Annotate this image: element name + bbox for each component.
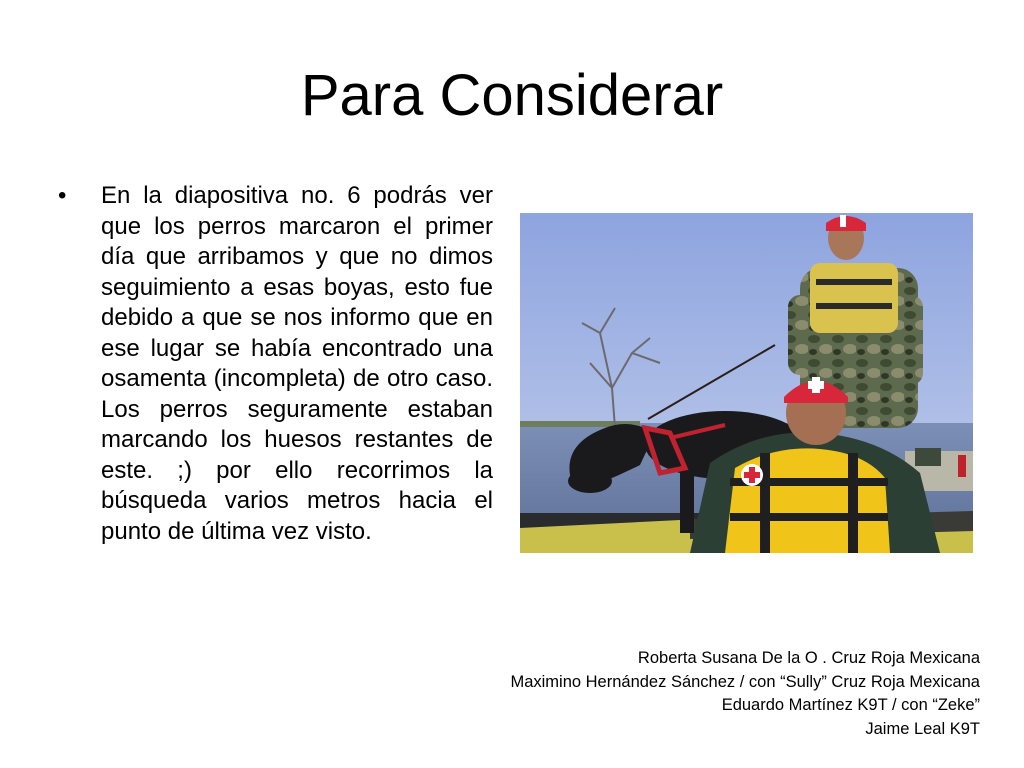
credit-line-roberta: Roberta Susana De la O . Cruz Roja Mexicana: [637, 649, 980, 667]
credit-line-jaime: Jaime Leal K9T: [865, 719, 980, 738]
bullet-item: [58, 181, 493, 547]
credit-line-maximino: Maximino Hernández Sánchez / con “Sully” Cruz Roja Mexicana: [510, 672, 980, 691]
bullet-list: [58, 181, 493, 547]
credits: [340, 647, 980, 741]
rescue-team-photo: [520, 213, 973, 553]
credit-line-eduardo: Eduardo Martínez K9T / con “Zeke”: [721, 696, 980, 714]
slide-title: Para Considerar: [300, 63, 724, 128]
bullet-text: En la diapositiva no. 6 podrás ver que los perros marcaron el primer día que arribamos y que no dimos seguimiento a esas boyas, esto fue debido a que se nos informo que en ese lugar se había encontrado una osamenta (incompleta) de otro caso. Los perros seguramente estaban marcando los huesos restantes de este. ;) por ello recorrimos la búsqueda varios metros hacia el punto de última vez visto.: [101, 182, 493, 545]
bullet-marker: •: [58, 182, 67, 209]
